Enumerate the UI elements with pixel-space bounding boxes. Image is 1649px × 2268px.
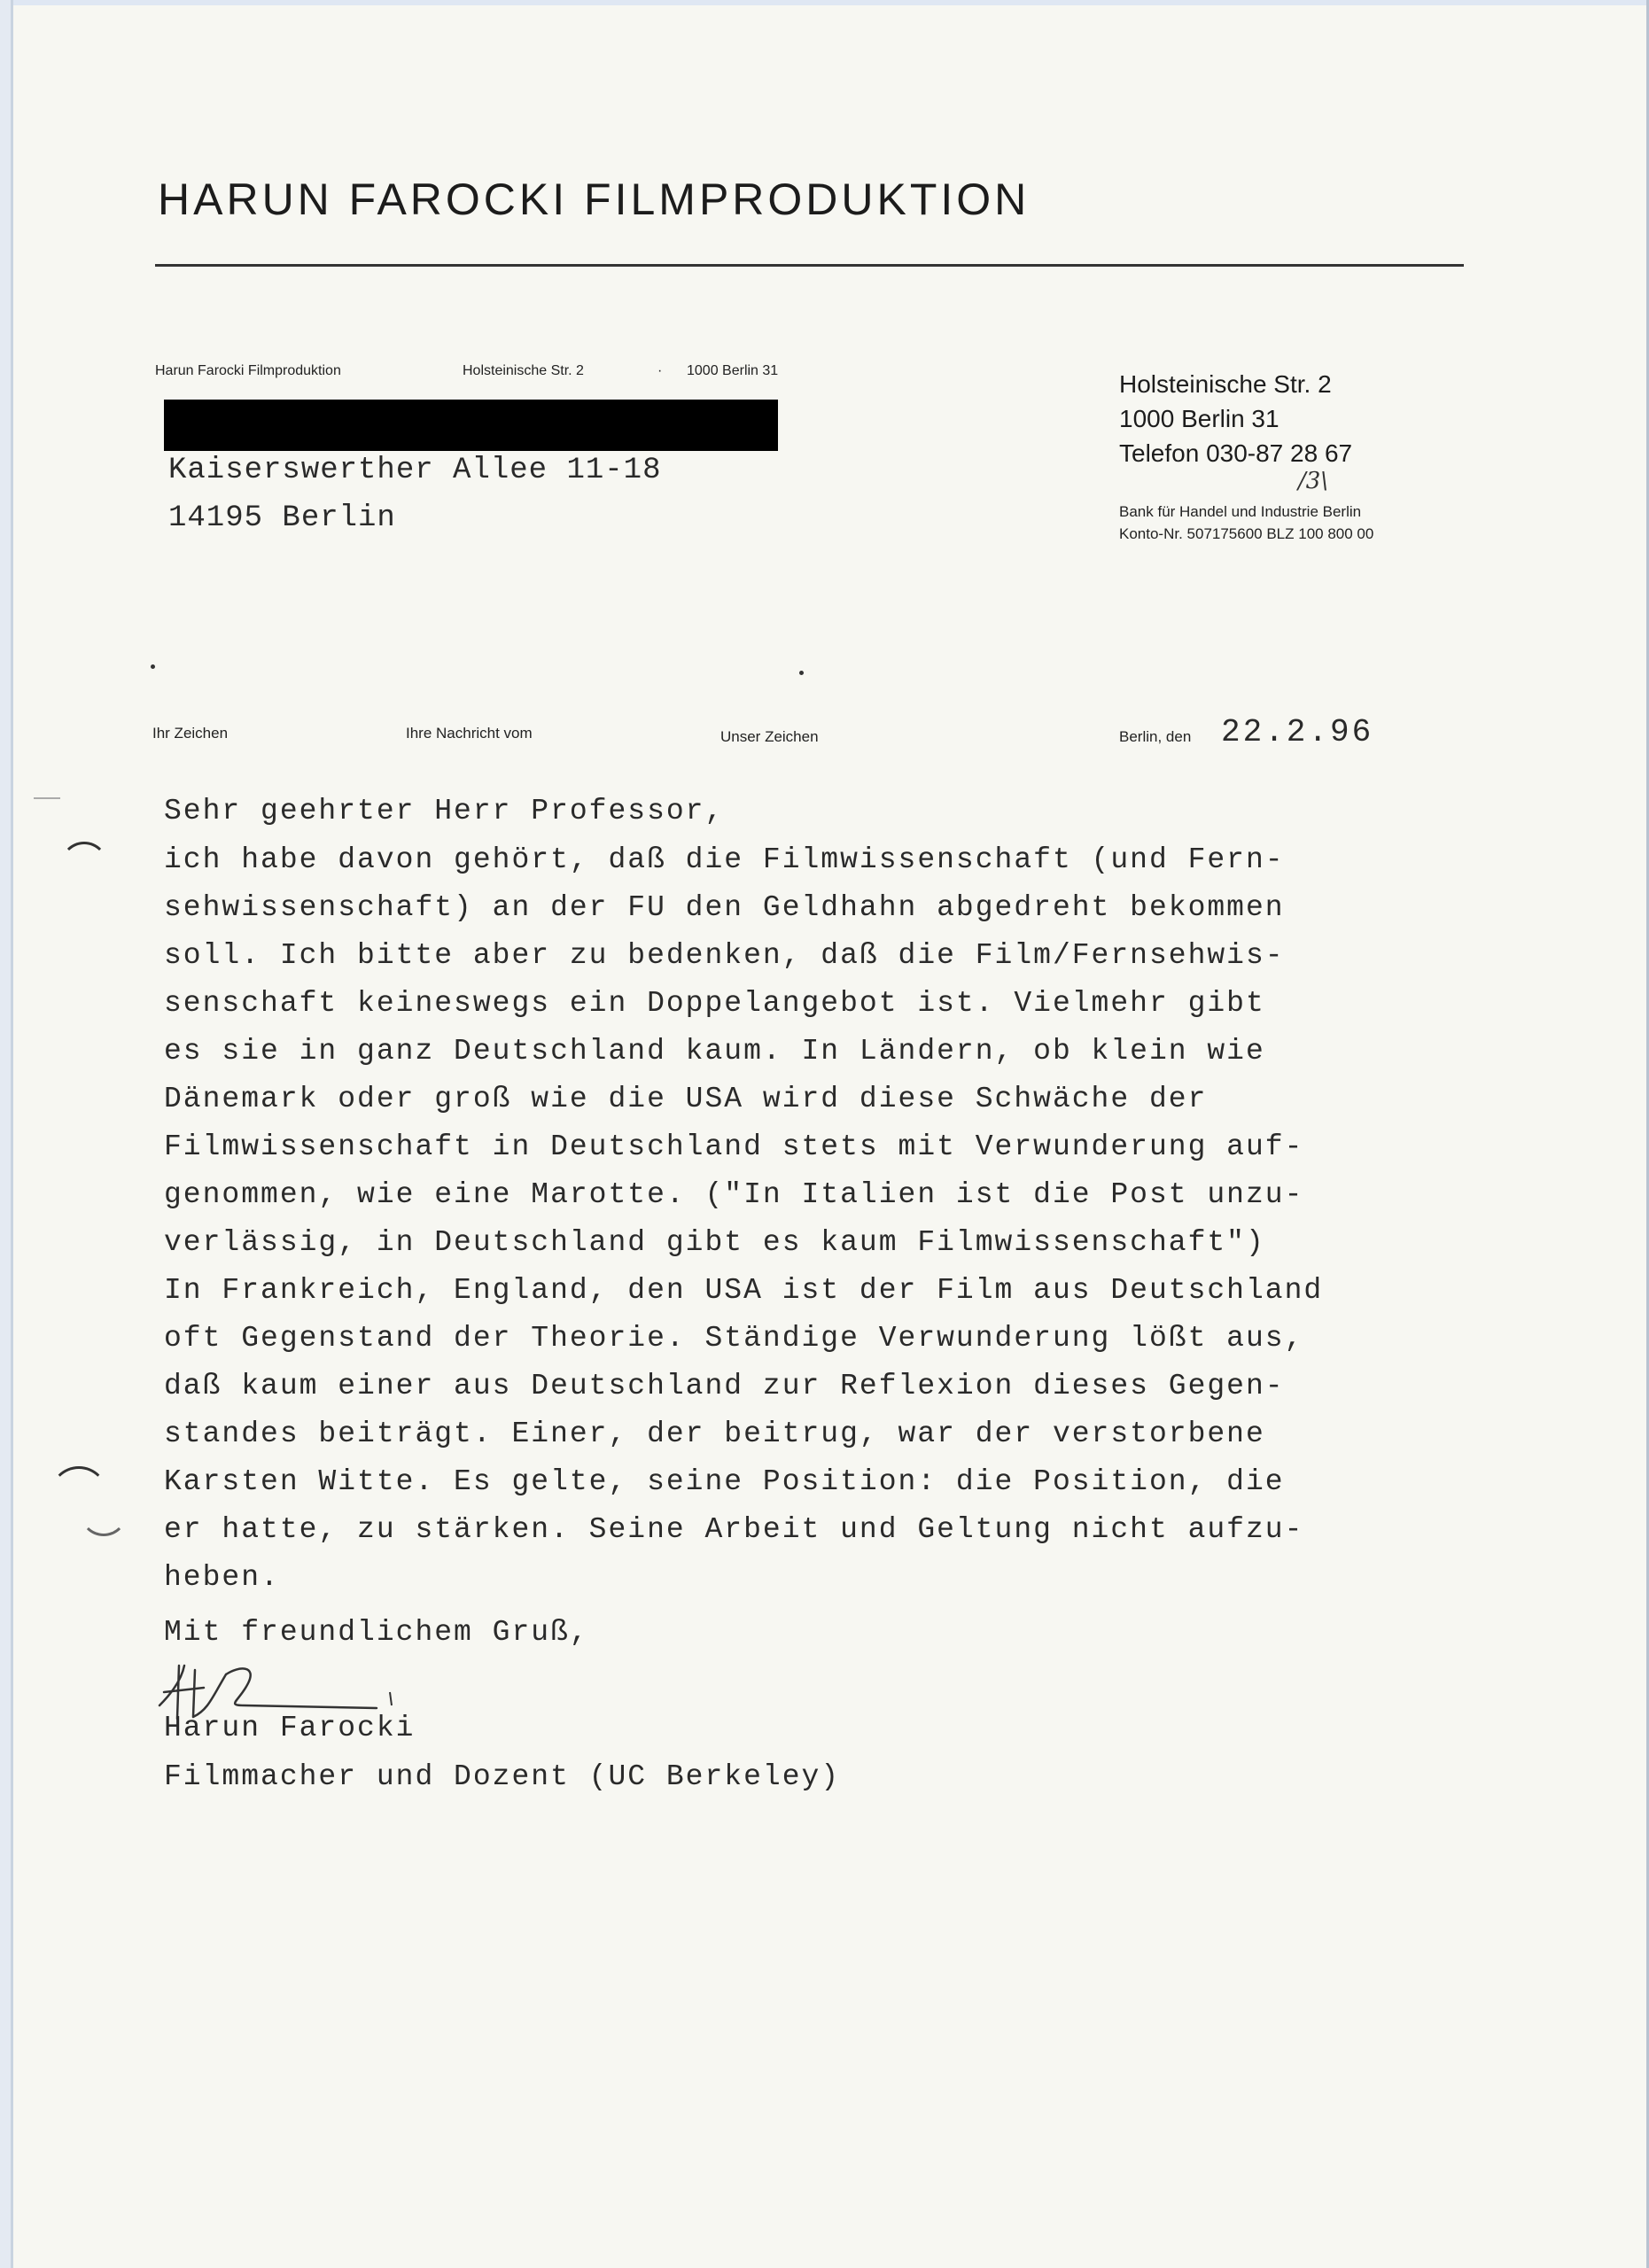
punch-hole xyxy=(60,842,108,889)
letter-date: 22.2.96 xyxy=(1221,714,1374,750)
letter-line: standes beiträgt. Einer, der beitrug, war der verstorbene xyxy=(164,1418,1265,1450)
redacted-recipient-name xyxy=(164,400,778,451)
recipient-city: 14195 Berlin xyxy=(168,501,396,535)
letter-line: soll. Ich bitte aber zu bedenken, daß die Film/Fernsehwis- xyxy=(164,939,1285,972)
letter-line: daß kaum einer aus Deutschland zur Reflexion dieses Gegen- xyxy=(164,1370,1285,1402)
closing: Mit freundlichem Gruß, xyxy=(164,1616,589,1649)
sender-line-separator: · xyxy=(657,363,663,378)
recipient-street: Kaiserswerther Allee 11-18 xyxy=(168,454,662,487)
ihr-zeichen-label: Ihr Zeichen xyxy=(152,725,229,742)
punch-hole xyxy=(80,1488,128,1536)
letter-line: sehwissenschaft) an der FU den Geldhahn abgedreht bekommen xyxy=(164,891,1285,924)
letter-line: heben. xyxy=(164,1561,280,1594)
sender-account: Konto-Nr. 507175600 BLZ 100 800 00 xyxy=(1119,525,1374,542)
unser-zeichen-label: Unser Zeichen xyxy=(720,728,819,745)
sender-line-city: 1000 Berlin 31 xyxy=(687,363,779,378)
sender-name: Harun Farocki xyxy=(164,1712,416,1744)
sender-street: Holsteinische Str. 2 xyxy=(1119,370,1332,398)
letter-line: senschaft keineswegs ein Doppelangebot ist. Vielmehr gibt xyxy=(164,987,1265,1020)
salutation: Sehr geehrter Herr Professor, xyxy=(164,795,725,827)
margin-mark xyxy=(34,797,60,799)
scan-edge-top xyxy=(0,0,1649,5)
letter-line: ich habe davon gehört, daß die Filmwissenschaft (und Fern- xyxy=(164,843,1285,876)
letter-line: Karsten Witte. Es gelte, seine Position: die Position, die xyxy=(164,1465,1285,1498)
sender-title: Filmmacher und Dozent (UC Berkeley) xyxy=(164,1760,841,1793)
letter-line: Filmwissenschaft in Deutschland stets mit Verwunderung auf- xyxy=(164,1130,1304,1163)
scan-edge-left xyxy=(0,0,11,2268)
sender-phone: Telefon 030-87 28 67 xyxy=(1119,439,1353,467)
phone-handwritten-note: /3\ xyxy=(1298,468,1329,494)
letter-line: genommen, wie eine Marotte. ("In Italien ist die Post unzu- xyxy=(164,1178,1304,1211)
letterhead-title: HARUN FAROCKI FILMPRODUKTION xyxy=(158,175,1031,224)
sender-line-street: Holsteinische Str. 2 xyxy=(463,363,584,378)
ihre-nachricht-label: Ihre Nachricht vom xyxy=(406,725,533,742)
sender-city: 1000 Berlin 31 xyxy=(1119,405,1280,432)
letter-line: In Frankreich, England, den USA ist der Film aus Deutschland xyxy=(164,1274,1324,1307)
letter-line: es sie in ganz Deutschland kaum. In Ländern, ob klein wie xyxy=(164,1035,1265,1068)
scan-edge-left-shadow xyxy=(11,0,13,2268)
fold-mark xyxy=(151,664,155,669)
letter-line: er hatte, zu stärken. Seine Arbeit und Geltung nicht aufzu- xyxy=(164,1513,1304,1546)
letter-line: Dänemark oder groß wie die USA wird diese Schwäche der xyxy=(164,1083,1208,1115)
letter-line: verlässig, in Deutschland gibt es kaum Filmwissenschaft") xyxy=(164,1226,1265,1259)
sender-bank: Bank für Handel und Industrie Berlin xyxy=(1119,503,1362,520)
letter-line: oft Gegenstand der Theorie. Ständige Verwunderung lößt aus, xyxy=(164,1322,1304,1355)
date-label: Berlin, den xyxy=(1119,728,1192,745)
sender-line-name: Harun Farocki Filmproduktion xyxy=(155,363,341,378)
fold-mark xyxy=(799,671,804,675)
letterhead-rule xyxy=(155,264,1464,267)
